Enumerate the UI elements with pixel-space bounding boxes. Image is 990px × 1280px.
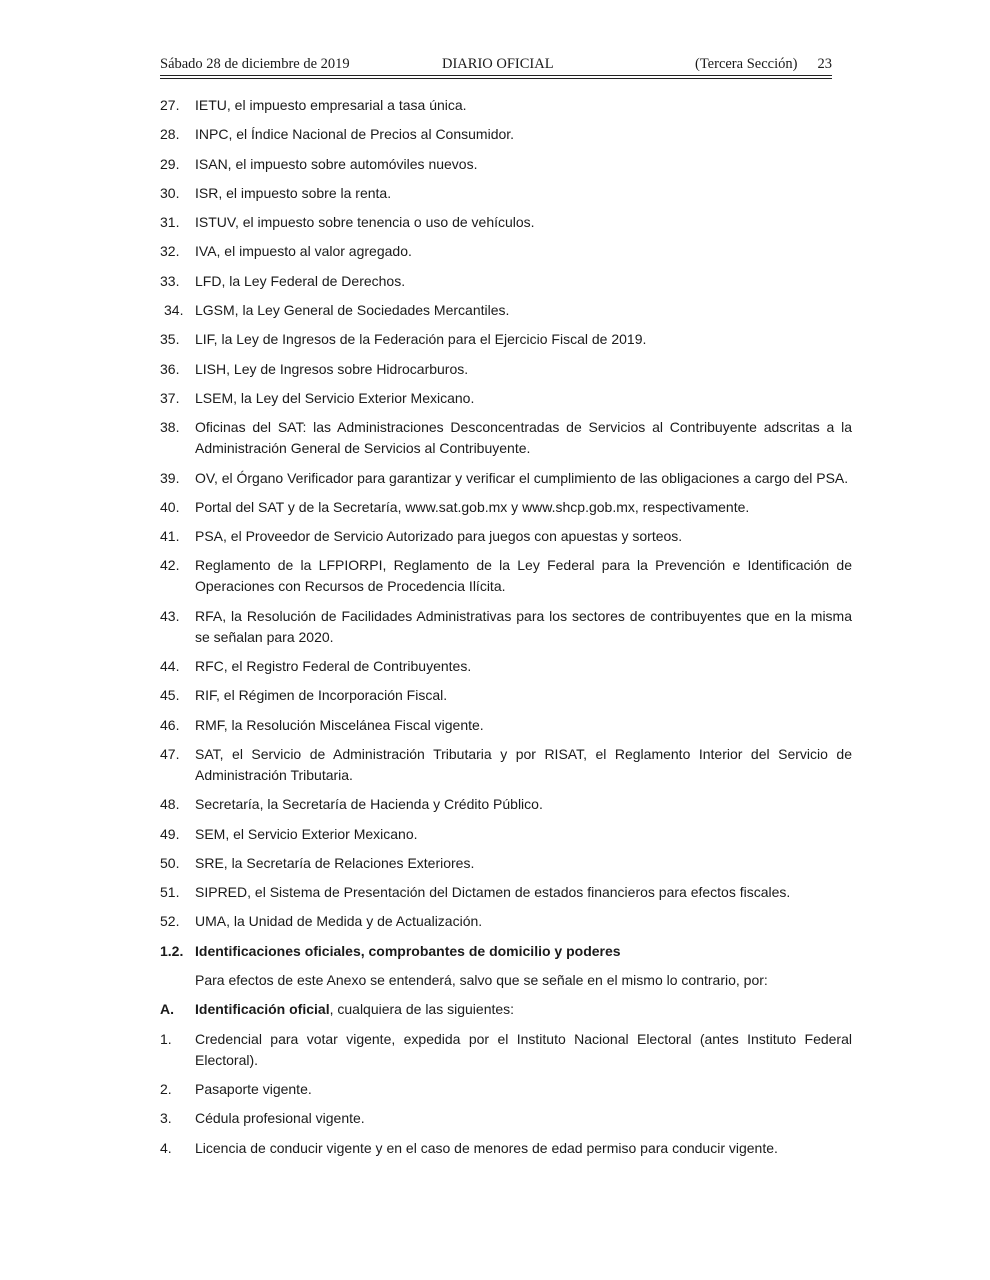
subsection-term: Identificación oficial: [195, 1001, 330, 1018]
list-item-number: 37.: [160, 389, 180, 406]
header-publication: DIARIO OFICIAL: [442, 56, 554, 72]
section-number: 1.2.: [160, 942, 184, 959]
list-item-text: RIF, el Régimen de Incorporación Fiscal.: [195, 687, 448, 704]
list-item-number: 29.: [160, 155, 180, 172]
list-item: [160, 744, 852, 786]
list-item: [160, 183, 852, 204]
list-item-text: SIPRED, el Sistema de Presentación del Dictamen de estados financieros para efectos fiscales.: [195, 884, 791, 901]
document-body: [160, 95, 852, 1167]
header-rule-bottom: [160, 78, 832, 79]
list-item: [160, 388, 852, 409]
subsection-letter: A.: [160, 1001, 174, 1018]
list-item: [160, 1138, 852, 1159]
list-item: [160, 154, 852, 175]
list-item: [160, 911, 852, 932]
list-item-number: 2.: [160, 1080, 172, 1097]
list-item-text: IETU, el impuesto empresarial a tasa única.: [195, 97, 467, 113]
list-item-text: Licencia de conducir vigente y en el caso de menores de edad permiso para conducir vigente.: [195, 1139, 778, 1156]
list-item: [160, 1079, 852, 1100]
list-item-number: 44.: [160, 658, 180, 675]
list-item-number: 32.: [160, 243, 180, 260]
list-item-text: SRE, la Secretaría de Relaciones Exteriores.: [195, 854, 475, 871]
list-item-text: Reglamento de la LFPIORPI, Reglamento de la Ley Federal para la Prevención e Identificación de Operaciones con Recursos de Procedencia Ilícita.: [195, 557, 852, 595]
list-item-number: 47.: [160, 745, 180, 762]
list-item: [160, 526, 852, 547]
list-item-number: 35.: [160, 331, 180, 348]
subsection-rest: , cualquiera de las siguientes:: [329, 1001, 515, 1018]
list-item: [160, 271, 852, 292]
list-item-text: ISAN, el impuesto sobre automóviles nuevos.: [195, 155, 478, 172]
list-item-number: 28.: [160, 126, 180, 143]
list-item: [160, 882, 852, 903]
list-item-number: 4.: [160, 1139, 172, 1156]
list-item-number: 1.: [160, 1030, 172, 1047]
list-item-text: LIF, la Ley de Ingresos de la Federación para el Ejercicio Fiscal de 2019.: [195, 331, 647, 348]
subsection-text: [195, 999, 852, 1020]
list-item-text: SEM, el Servicio Exterior Mexicano.: [195, 825, 418, 842]
list-item-text: ISTUV, el impuesto sobre tenencia o uso de vehículos.: [195, 214, 535, 231]
section-intro: Para efectos de este Anexo se entenderá, salvo que se señale en el mismo lo contrario, por:: [195, 972, 768, 989]
list-item-number: 49.: [160, 825, 180, 842]
list-item: [160, 417, 852, 459]
list-item: [160, 329, 852, 350]
list-item: [160, 824, 852, 845]
list-item-text: LFD, la Ley Federal de Derechos.: [195, 272, 406, 289]
list-item-number: 48.: [160, 796, 180, 813]
list-item-text: INPC, el Índice Nacional de Precios al Consumidor.: [195, 126, 515, 143]
list-item-number: 33.: [160, 272, 180, 289]
list-item-text: RFC, el Registro Federal de Contribuyentes.: [195, 658, 472, 675]
list-item-number: 3.: [160, 1110, 172, 1127]
list-item-text: Secretaría, la Secretaría de Hacienda y Crédito Público.: [195, 796, 543, 813]
list-item-number: 41.: [160, 528, 180, 545]
list-item-text: LSEM, la Ley del Servicio Exterior Mexicano.: [195, 389, 475, 406]
list-item-text: Pasaporte vigente.: [195, 1080, 312, 1097]
section-title: Identificaciones oficiales, comprobantes de domicilio y poderes: [195, 942, 621, 959]
list-item-number: 50.: [160, 854, 180, 871]
list-item-text: PSA, el Proveedor de Servicio Autorizado para juegos con apuestas y sorteos.: [195, 528, 683, 545]
list-item: [160, 300, 852, 321]
list-item-text: SAT, el Servicio de Administración Tributaria y por RISAT, el Reglamento Interior del Servicio de Administración Tributaria.: [195, 745, 852, 783]
list-item-text: RMF, la Resolución Miscelánea Fiscal vigente.: [195, 716, 484, 733]
list-item: [160, 359, 852, 380]
definitions-list: [160, 95, 852, 932]
list-item: [160, 1029, 852, 1071]
list-item-number: 36.: [160, 360, 180, 377]
list-item-text: OV, el Órgano Verificador para garantizar y verificar el cumplimiento de las obligaciones a cargo del PSA.: [195, 469, 849, 486]
list-item-number: 39.: [160, 469, 180, 486]
list-item-number: 46.: [160, 716, 180, 733]
list-item-text: Portal del SAT y de la Secretaría, www.sat.gob.mx y www.shcp.gob.mx, respectivamente.: [195, 498, 750, 515]
list-item: [160, 1108, 852, 1129]
list-item: [160, 212, 852, 233]
header-page-number: 23: [817, 56, 832, 72]
list-item-text: IVA, el impuesto al valor agregado.: [195, 243, 412, 260]
subsection-a: [160, 999, 852, 1020]
list-item-number: 38.: [160, 419, 180, 436]
list-item: [160, 555, 852, 597]
list-item: [160, 497, 852, 518]
list-item-text: Cédula profesional vigente.: [195, 1110, 365, 1127]
list-item-text: RFA, la Resolución de Facilidades Administrativas para los sectores de contribuyentes que en la misma se señalan para 2020.: [195, 607, 852, 645]
list-item: [160, 853, 852, 874]
list-item-text: Oficinas del SAT: las Administraciones Desconcentradas de Servicios al Contribuyente adscritas a la Administración General de Servicios al Contribuyente.: [195, 419, 852, 457]
list-item: [160, 656, 852, 677]
list-item-number: 51.: [160, 884, 180, 901]
list-item: [160, 715, 852, 736]
header-date: Sábado 28 de diciembre de 2019: [160, 56, 350, 72]
list-item-number: 31.: [160, 214, 180, 231]
list-item-number: 45.: [160, 687, 180, 704]
list-item-text: LISH, Ley de Ingresos sobre Hidrocarburos.: [195, 360, 469, 377]
identification-list: [160, 1029, 852, 1159]
list-item: [160, 95, 852, 116]
list-item-number: 42.: [160, 557, 180, 574]
list-item: [160, 685, 852, 706]
list-item-number: 40.: [160, 498, 180, 515]
list-item-number: 52.: [160, 913, 180, 930]
list-item-text: Credencial para votar vigente, expedida por el Instituto Nacional Electoral (antes Instituto Federal Electoral).: [195, 1030, 852, 1068]
list-item-number: 27.: [160, 97, 180, 113]
header-section: (Tercera Sección): [695, 56, 798, 72]
section-heading: [160, 941, 852, 962]
list-item-number: 30.: [160, 184, 180, 201]
list-item: [160, 124, 852, 145]
header-rule-top: [160, 75, 832, 76]
list-item-number: 34.: [164, 302, 184, 319]
list-item-text: LGSM, la Ley General de Sociedades Mercantiles.: [195, 302, 510, 319]
list-item: [160, 794, 852, 815]
list-item-number: 43.: [160, 607, 180, 624]
list-item-text: UMA, la Unidad de Medida y de Actualización.: [195, 913, 483, 930]
list-item: [160, 241, 852, 262]
list-item: [160, 468, 852, 489]
list-item: [160, 606, 852, 648]
list-item-text: ISR, el impuesto sobre la renta.: [195, 184, 392, 201]
